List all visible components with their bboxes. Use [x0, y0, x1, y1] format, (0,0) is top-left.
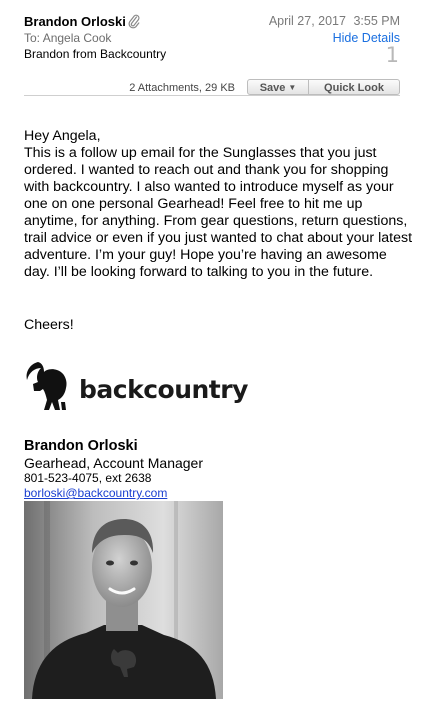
goat-logo-icon: [24, 358, 70, 412]
recipient-line: [24, 31, 111, 45]
save-button[interactable]: [247, 79, 309, 95]
closing: Cheers!: [24, 317, 74, 333]
save-label: Save: [259, 82, 286, 94]
subject: Brandon from Backcountry: [24, 47, 167, 61]
greeting: Hey Angela,: [24, 128, 101, 144]
backcountry-logo: [24, 358, 248, 412]
attachment-info: 2 Attachments, 29 KB: [129, 82, 235, 94]
message-header: [0, 0, 424, 100]
signature-email-link[interactable]: borloski@backcountry.com: [24, 486, 168, 500]
paperclip-icon: [128, 13, 140, 29]
sender-name[interactable]: Brandon Orloski: [24, 14, 126, 29]
recipient-name[interactable]: Angela Cook: [42, 31, 112, 45]
message-count: 1: [385, 43, 399, 67]
time: 3:55 PM: [353, 14, 400, 28]
message-body: [24, 128, 414, 281]
hide-details-link[interactable]: Hide Details: [332, 31, 400, 45]
signature-title: Gearhead, Account Manager: [24, 455, 204, 471]
chevron-down-icon: ▼: [288, 83, 297, 92]
date: April 27, 2017: [268, 14, 346, 28]
body-paragraph: This is a follow up email for the Sunglasses that you just ordered. I wanted to reach out and thank you for shopping with backcountry. I also wanted to introduce myself as your one on one personal Gearhead! Feel free to hit me up anytime, for anything. From gear questions, return questions, trail advice or even if you just wanted to chat about your latest adventure. I’m your guy! Hope you’re having an awesome day. I’ll be looking forward to talking to you in the future.: [24, 145, 413, 280]
logo-wordmark: backcountry: [79, 375, 248, 404]
quick-look-button[interactable]: Quick Look: [308, 79, 400, 95]
timestamp: [269, 14, 400, 28]
signature-phone: 801-523-4075, ext 2638: [24, 471, 152, 485]
portrait-image: [24, 501, 223, 699]
signature-photo: [24, 501, 223, 699]
signature-name: Brandon Orloski: [24, 438, 138, 454]
to-label: To:: [24, 31, 41, 45]
attachment-bar: [24, 79, 400, 96]
